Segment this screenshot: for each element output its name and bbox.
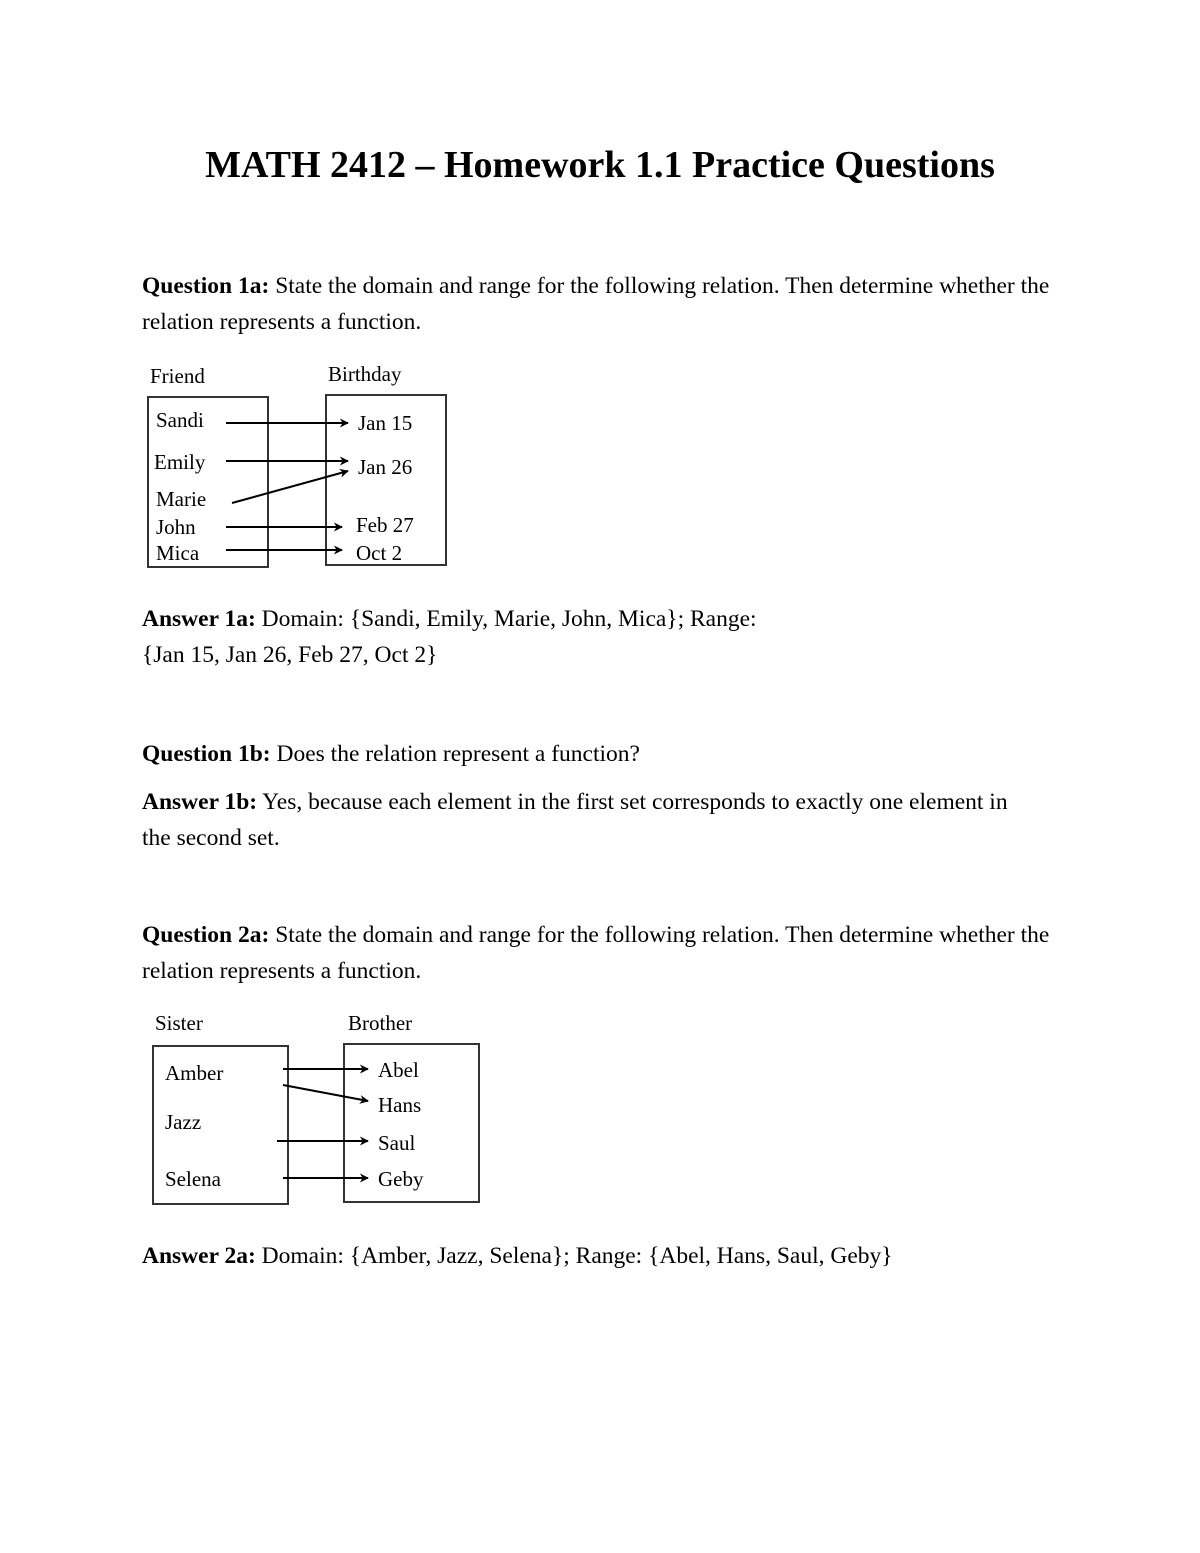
- question-1a-label: Question 1a:: [142, 273, 270, 299]
- answer-1b-label: Answer 1b:: [142, 789, 258, 815]
- question-2a-label: Question 2a:: [142, 922, 270, 948]
- range-item: Feb 27: [356, 513, 414, 537]
- domain-header-friend: Friend: [150, 364, 205, 388]
- question-2a-text: State the domain and range for the following relation. Then determine whether the relation represents a function.: [142, 922, 1050, 984]
- page-title: MATH 2412 – Homework 1.1 Practice Questions: [205, 144, 995, 186]
- question-1b-label: Question 1b:: [142, 741, 271, 767]
- relation-diagram-2: [140, 1005, 500, 1220]
- question-1a-text: State the domain and range for the following relation. Then determine whether the relation represents a function.: [142, 273, 1050, 335]
- range-item: Oct 2: [356, 541, 403, 565]
- domain-item: Selena: [165, 1167, 221, 1191]
- answer-2a: [142, 1238, 1062, 1274]
- answer-1a: [142, 601, 1062, 673]
- range-header-birthday: Birthday: [328, 362, 402, 386]
- domain-item: John: [156, 515, 196, 539]
- question-2a: [142, 917, 1062, 989]
- mapping-arrow: [232, 471, 348, 503]
- question-1b: [142, 736, 1062, 772]
- question-1a: [142, 268, 1062, 340]
- answer-1b-text: Yes, because each element in the first set corresponds to exactly one element in the second set.: [142, 789, 1008, 851]
- range-item: Jan 15: [358, 411, 413, 435]
- range-item: Jan 26: [358, 455, 413, 479]
- domain-item: Emily: [154, 450, 206, 474]
- domain-item: Amber: [165, 1061, 224, 1085]
- answer-1a-line1: Domain: {Sandi, Emily, Marie, John, Mica}; Range:: [261, 606, 757, 632]
- range-item: Geby: [378, 1167, 424, 1191]
- answer-1b: [142, 784, 1042, 856]
- mapping-arrow: [283, 1085, 368, 1101]
- relation-diagram-1: [130, 355, 470, 580]
- range-item: Saul: [378, 1131, 416, 1155]
- domain-header-sister: Sister: [155, 1011, 203, 1035]
- question-1b-text: Does the relation represent a function?: [276, 741, 640, 767]
- answer-2a-text: Domain: {Amber, Jazz, Selena}; Range: {Abel, Hans, Saul, Geby}: [261, 1243, 893, 1269]
- answer-2a-label: Answer 2a:: [142, 1243, 256, 1269]
- range-header-brother: Brother: [348, 1011, 413, 1035]
- answer-1a-line2: {Jan 15, Jan 26, Feb 27, Oct 2}: [142, 642, 438, 668]
- domain-item: Mica: [156, 541, 200, 565]
- range-item: Abel: [378, 1058, 419, 1082]
- domain-item: Sandi: [156, 408, 204, 432]
- domain-item: Marie: [156, 487, 207, 511]
- domain-item: Jazz: [165, 1110, 202, 1134]
- range-item: Hans: [378, 1093, 422, 1117]
- answer-1a-label: Answer 1a:: [142, 606, 256, 632]
